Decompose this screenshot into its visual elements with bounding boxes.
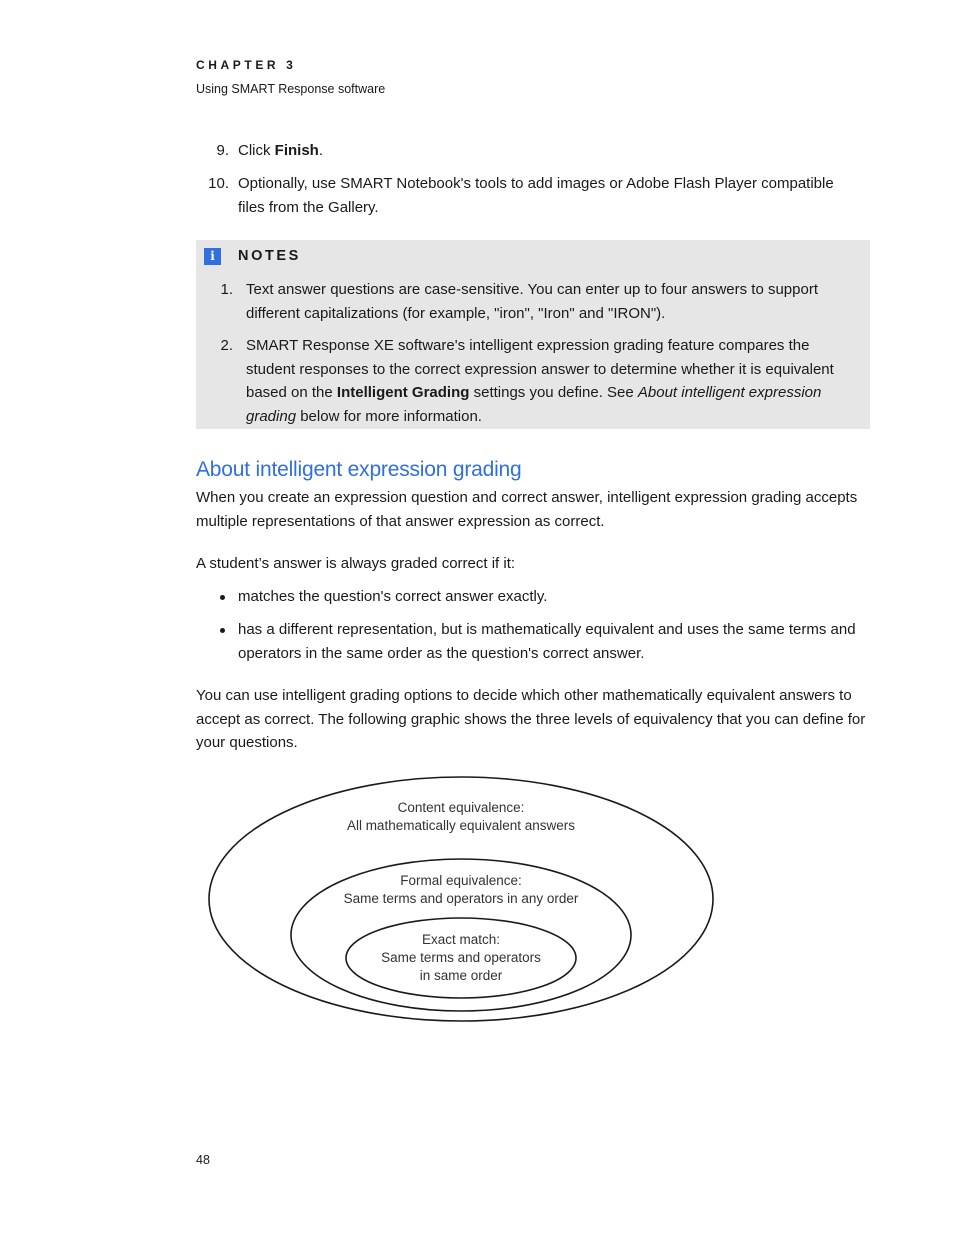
equivalence-diagram xyxy=(206,774,716,1026)
note-number: 2. xyxy=(220,337,233,354)
section-reference-link: About intelligent expression xyxy=(637,384,822,401)
note-number: 1. xyxy=(220,281,233,298)
info-icon: i xyxy=(204,248,221,265)
exact-match-desc-1: Same terms and operators xyxy=(381,950,541,965)
note-text: Text answer questions are case-sensitive. You can enter up to four answers to support different capitalizations (for example, "iron", "Iron" and "IRON"). xyxy=(246,281,818,322)
content-equivalence-title: Content equivalence: xyxy=(397,800,525,815)
step-number: 9. xyxy=(216,142,229,159)
notes-box xyxy=(196,240,870,429)
bullet-dot xyxy=(220,595,225,600)
note-text: SMART Response XE software's intelligent expression grading feature compares the student responses to the correct expression answer to determine whether it is equivalent based on the Intelligent Grading settings you define. See About intelligent expression grading below for more information. xyxy=(246,337,834,425)
formal-equivalence-title: Formal equivalence: xyxy=(400,873,522,888)
bullet-dot xyxy=(220,628,225,633)
step-text: Optionally, use SMART Notebook's tools to add images or Adobe Flash Player compatible files from the Gallery. xyxy=(238,175,834,216)
exact-match-title: Exact match: xyxy=(421,932,501,947)
page-number: 48 xyxy=(196,1153,210,1167)
content-equivalence-desc: All mathematically equivalent answers xyxy=(346,818,576,833)
intro-paragraph: When you create an expression question and correct answer, intelligent expression grading accepts multiple representations of that answer expression as correct. xyxy=(196,489,858,530)
exact-match-desc-2: in same order xyxy=(419,968,503,983)
step-text: Click Finish. xyxy=(238,142,324,159)
intelligent-grading-label: Intelligent Grading xyxy=(336,384,470,401)
section-heading: About intelligent expression grading xyxy=(196,458,522,481)
formal-equivalence-desc: Same terms and operators in any order xyxy=(343,891,579,906)
notes-title: NOTES xyxy=(238,248,301,264)
chapter-subtitle: Using SMART Response software xyxy=(196,82,386,96)
criteria-lead: A student’s answer is always graded correct if it: xyxy=(196,555,516,572)
chapter-label: CHAPTER 3 xyxy=(196,58,297,72)
options-paragraph: You can use intelligent grading options to decide which other mathematically equivalent answers to accept as correct. The following graphic shows the three levels of equivalency that you can define for your questions. xyxy=(196,687,866,751)
step-number: 10. xyxy=(208,175,229,192)
finish-button-label: Finish xyxy=(274,142,319,159)
